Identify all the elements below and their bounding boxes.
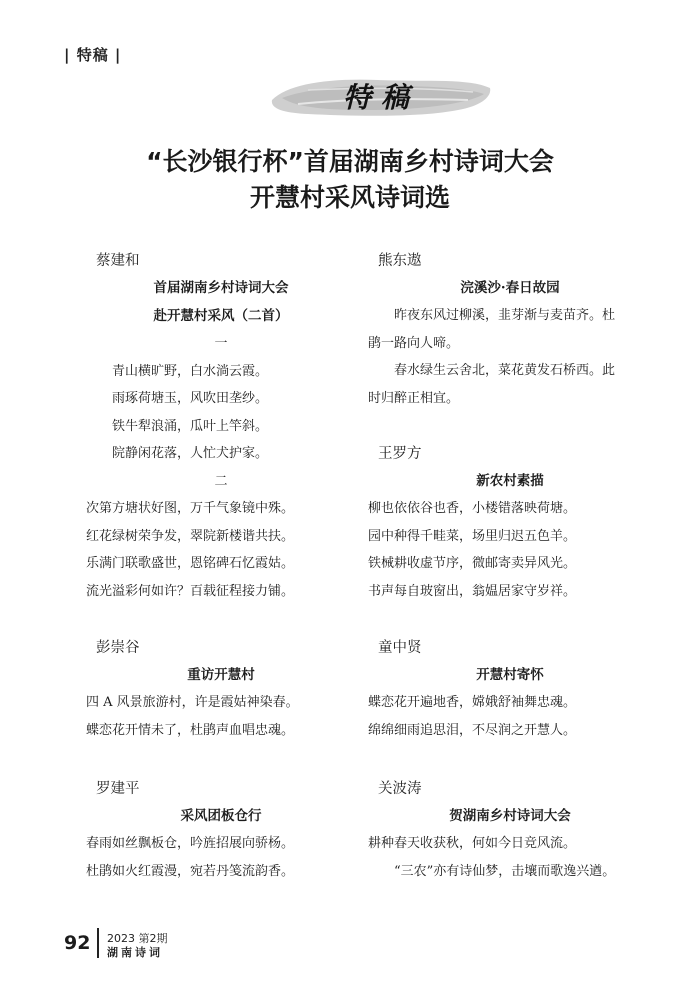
poem-block: [368, 635, 652, 744]
poem-block: [368, 248, 652, 412]
poem-author: 童中贤: [378, 640, 422, 656]
poem-block: [368, 441, 652, 605]
poem-author: 王罗方: [378, 446, 422, 462]
poem-line: 昨夜东风过柳溪，韭芽渐与麦苗齐。杜: [394, 308, 616, 323]
poem-line: 时归醉正相宜。: [368, 390, 460, 406]
poem-line: 春水绿生云舍北，菜花黄发石桥西。此: [394, 363, 616, 378]
poem-block: [86, 248, 356, 605]
poem-line: 春雨如丝飘板仓，吟旌招展向骄杨。: [86, 836, 295, 851]
poem-author: 彭崇谷: [96, 640, 140, 656]
poem-line: 绵绵细雨追思泪，不尽润之开慧人。: [368, 722, 577, 738]
poem-line: 蝶恋花开遍地香，嫦娥舒袖舞忠魂。: [368, 695, 577, 710]
banner-text: 特稿: [342, 81, 419, 114]
section-label: | 特稿 |: [64, 46, 122, 64]
poem-line: 园中种得千畦菜，场里归迟五色羊。: [368, 528, 577, 544]
issue-label: 2023 第2期: [107, 932, 168, 945]
poem-line: 耕种春天收获秋，何如今日竞风流。: [368, 836, 577, 851]
poem-line: 鹃一路向人啼。: [368, 335, 460, 351]
poem-title: 赴开慧村采风（二首）: [153, 308, 289, 324]
section-banner: [268, 70, 494, 122]
poem-block: [368, 776, 652, 885]
poem-title: 新农村素描: [476, 473, 544, 489]
poem-title: 采风团板仓行: [180, 808, 262, 824]
poem-author: 蔡建和: [96, 253, 140, 269]
poem-title: 重访开慧村: [187, 667, 255, 683]
poem-block: [86, 776, 356, 885]
poem-line: 次第方塘状好图，万千气象镜中殊。: [86, 501, 295, 516]
poem-line: 蝶恋花开情未了，杜鹃声血唱忠魂。: [86, 722, 295, 738]
poem-author: 熊东遨: [378, 253, 422, 269]
poem-title: 贺湖南乡村诗词大会: [449, 808, 571, 824]
poem-title: 首届湖南乡村诗词大会: [153, 280, 289, 296]
poem-title: 浣溪沙·春日故园: [460, 280, 560, 296]
poem-line: 雨琢荷塘玉，风吹田垄纱。: [112, 391, 269, 406]
poem-line: 铁牛犁浪涌，瓜叶上竿斜。: [112, 418, 269, 434]
poem-title: 开慧村寄怀: [476, 667, 544, 683]
poem-line: 杜鹃如火红霞漫，宛若丹笺流韵香。: [86, 863, 295, 879]
magazine-name: 湖南诗词: [107, 946, 163, 959]
page-number: 92: [64, 932, 91, 954]
main-title-line1: “长沙银行杯”首届湖南乡村诗词大会: [146, 147, 554, 176]
poem-author: 关波涛: [378, 781, 422, 797]
poem-line: 青山横旷野，白水淌云霞。: [112, 363, 269, 379]
footer-divider: [97, 928, 99, 958]
poem-line: 红花绿树荣争发，翠院新楼谐共扶。: [86, 528, 295, 544]
poem-block: [86, 635, 356, 744]
poem-line: 乐满门联歌盛世，恩铭碑石忆霞姑。: [86, 556, 295, 571]
main-title-line2: 开慧村采风诗词选: [249, 183, 450, 212]
poem-line: “三农”亦有诗仙梦，击壤而歌逸兴遒。: [394, 863, 616, 879]
poem-line: 铁械耕收虚节序，微邮寄卖异风光。: [368, 556, 577, 571]
poem-line: 二: [214, 473, 228, 489]
poem-line: 柳也依依谷也香，小楼错落映荷塘。: [368, 501, 577, 516]
poem-line: 一: [214, 336, 228, 351]
poem-author: 罗建平: [96, 781, 140, 797]
poem-line: 书声每自玻窗出，翁媪居家守岁祥。: [368, 583, 577, 599]
poem-line: 院静闲花落，人忙犬护家。: [112, 446, 269, 461]
poem-line: 四 A 风景旅游村，许是霞姑神染春。: [86, 695, 299, 710]
poem-line: 流光溢彩何如许？百载征程接力铺。: [86, 583, 295, 599]
